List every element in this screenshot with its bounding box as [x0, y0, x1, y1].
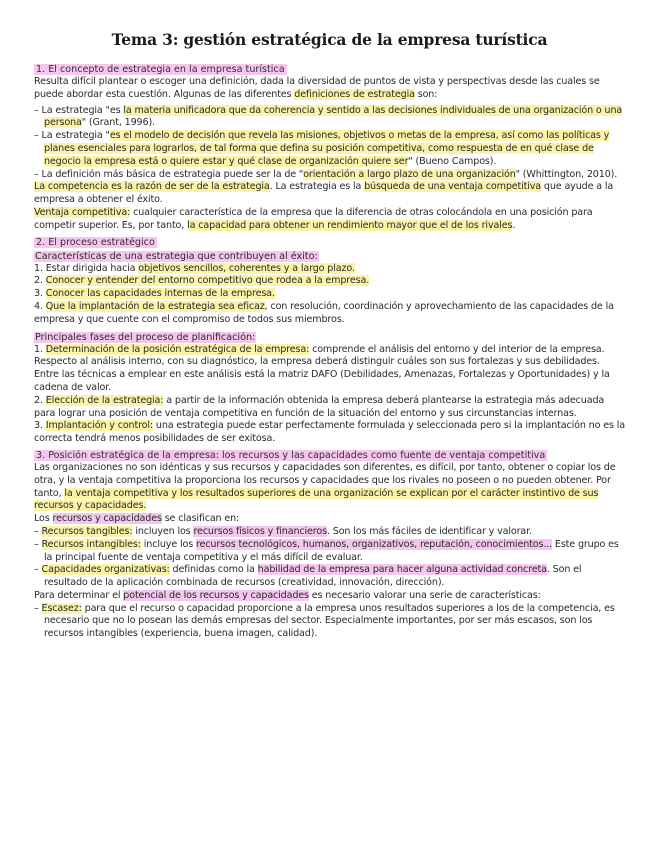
- item-text-end: . Son los más fáciles de identificar y valorar.: [326, 525, 532, 537]
- characteristic-2: [34, 275, 625, 288]
- item-dash: –: [34, 564, 42, 576]
- section-1-heading: [34, 63, 625, 76]
- def-text: – La estrategia ": [34, 130, 110, 142]
- item-text-end: Este grupo es la principal fuente de ventaja competitiva y el más difícil de evaluar.: [44, 538, 619, 563]
- item-text: 3.: [34, 420, 46, 432]
- item-text-end: comprende el análisis del entorno y del interior de la empresa. Respecto al análisis interno, con su diagnóstico, la empresa deberá distinguir cuáles son sus fortalezas y sus debilidades. Entre las técnicas a emplear en este análisis está la matriz DAFO (Debilidades, Amenazas, Fortalezas y Oportunidades) y la cadena de valor.: [34, 343, 610, 393]
- characteristics-title: [34, 250, 625, 263]
- item-highlight: Determinación de la posición estratégica de la empresa:: [45, 343, 310, 355]
- item-highlight: Implantación y control:: [45, 420, 153, 432]
- p-highlight: recursos y capacidades: [52, 513, 162, 525]
- comp-highlight-2: búsqueda de una ventaja competitiva: [364, 181, 542, 193]
- item-highlight: recursos físicos y financieros: [193, 525, 327, 537]
- comp-text-end: que ayude a la empresa a obtener el éxito.: [34, 181, 614, 206]
- item-text-end: una estrategia puede estar perfectamente formulada y seleccionada pero si la implantación no es la correcta tendrá menos posibilidades de ser exitosa.: [34, 420, 625, 445]
- comp-text: . La estrategia es la: [269, 181, 365, 193]
- classification-intro: [34, 513, 625, 526]
- def-text: – La definición más básica de estrategia puede ser la de ": [34, 168, 304, 180]
- vent-text: cualquier característica de la empresa que la diferencia de otras colocándola en una posición para competir superior. Es, por tanto,: [34, 206, 593, 231]
- section-1-heading-text: 1. El concepto de estrategia en la empresa turística: [36, 64, 285, 75]
- competitive-advantage-paragraph: [34, 207, 625, 233]
- item-highlight: recursos tecnológicos, humanos, organizativos, reputación, conocimientos...: [195, 538, 553, 550]
- p-highlight: la ventaja competitiva y los resultados superiores de una organización se explican por el carácter instintivo de sus recursos y capacidades.: [34, 487, 599, 512]
- item-dash: –: [34, 602, 42, 614]
- def-highlight: la materia unificadora que da coherencia y sentido a las decisiones individuales de una organización o una persona: [44, 104, 623, 129]
- item-text: definidas como la: [169, 564, 258, 576]
- organizational-capabilities: [34, 564, 625, 590]
- item-highlight: Conocer las capacidades internas de la empresa.: [45, 288, 275, 300]
- phase-1: [34, 344, 625, 395]
- intangible-resources: [34, 539, 625, 565]
- def-text: – La estrategia "es: [34, 104, 124, 116]
- p-text-end: es necesario valorar una serie de características:: [308, 589, 541, 601]
- item-text: incluye los: [140, 538, 196, 550]
- p-text: Los: [34, 513, 53, 525]
- item-highlight: objetivos sencillos, coherentes y a largo plazo.: [138, 262, 355, 274]
- section-2-heading: [34, 236, 625, 249]
- def-source: " (Whittington, 2010).: [515, 168, 618, 180]
- item-text-end: a partir de la información obtenida la empresa deberá plantearse la estrategia más adecuada para lograr una posición de ventaja competitiva en función de la situación del entorno y sus circunstancias internas.: [34, 394, 605, 419]
- item-dash: –: [34, 525, 42, 537]
- item-text: 1.: [34, 343, 46, 355]
- intro-text-end: son:: [414, 88, 438, 100]
- item-text: 1. Estar dirigida hacia: [34, 262, 139, 274]
- item-highlight: Elección de la estrategia:: [45, 394, 164, 406]
- vent-highlight: la capacidad para obtener un rendimiento mayor que el de los rivales: [187, 219, 513, 231]
- p-text: Para determinar el: [34, 589, 124, 601]
- phases-title-text: Principales fases del proceso de planificación:: [35, 331, 256, 343]
- section-3-heading-text: 3. Posición estratégica de la empresa: los recursos y las capacidades como fuente de ventaja competitiva: [36, 449, 546, 461]
- potential-paragraph: [34, 590, 625, 603]
- phase-3: [34, 420, 625, 446]
- p-text: Las organizaciones no son idénticas y sus recursos y capacidades son diferentes, es difícil, por tanto, obtener o copiar los de otra, y la ventaja competitiva la proporciona los recursos y capacidades que los rivales no poseen o no pueden obtener. Por tanto,: [34, 461, 616, 499]
- competition-paragraph: [34, 181, 625, 207]
- item-text: 3.: [34, 288, 46, 300]
- tangible-resources: [34, 526, 625, 539]
- item-text: 2.: [34, 275, 46, 287]
- item-term: Recursos tangibles:: [41, 525, 133, 537]
- item-term: Capacidades organizativas:: [41, 564, 170, 576]
- section-3-heading: [34, 449, 625, 462]
- vent-term: Ventaja competitiva:: [34, 206, 131, 218]
- item-text: incluyen los: [132, 525, 194, 537]
- item-text: para que el recurso o capacidad proporcione a la empresa unos resultados superiores a los de la competencia, es necesario que no lo posean las demás empresas del sector. Especialmente importantes, por ser más escasos, son los recursos intangibles (experiencia, buena imagen, calidad).: [44, 602, 615, 640]
- item-dash: –: [34, 538, 42, 550]
- scarcity-item: [34, 603, 625, 641]
- resources-paragraph: [34, 462, 625, 513]
- section-1-intro: [34, 76, 625, 102]
- item-term: Recursos intangibles:: [41, 538, 141, 550]
- item-highlight: Que la implantación de la estrategia sea eficaz: [45, 300, 265, 312]
- p-highlight: potencial de los recursos y capacidades: [123, 589, 309, 601]
- phase-2: [34, 395, 625, 421]
- item-highlight: habilidad de la empresa para hacer alguna actividad concreta: [257, 564, 547, 576]
- page-title: Tema 3: gestión estratégica de la empresa turística: [111, 30, 548, 49]
- item-text: 4.: [34, 300, 46, 312]
- def-highlight: orientación a largo plazo de una organización: [303, 168, 516, 180]
- characteristic-3: [34, 288, 625, 301]
- item-highlight: Conocer y entender del entorno competitivo que rodea a la empresa.: [45, 275, 370, 287]
- item-term: Escasez:: [41, 602, 82, 614]
- def-source: " (Bueno Campos).: [408, 155, 497, 167]
- item-text-end: , con resolución, coordinación y aprovechamiento de las capacidades de la empresa y que cuente con el compromiso de todos sus miembros.: [34, 300, 614, 325]
- characteristic-4: [34, 301, 625, 327]
- p-text-end: se clasifican en:: [161, 513, 240, 525]
- def-source: " (Grant, 1996).: [81, 117, 155, 129]
- definition-grant: [34, 105, 625, 131]
- characteristic-1: [34, 263, 625, 276]
- definition-whittington: [34, 169, 625, 182]
- def-highlight: es el modelo de decisión que revela las misiones, objetivos o metas de la empresa, así como las políticas y planes esenciales para lograrlos, de tal forma que defina su posición competitiva, como respuesta de en qué clase de negocio la empresa está o quiere estar y qué clase de organización quiere ser: [44, 130, 610, 167]
- definition-bueno: [34, 130, 625, 168]
- intro-highlight: definiciones de estrategia: [294, 88, 415, 100]
- item-text-end: . Son el resultado de la aplicación combinada de recursos (creatividad, innovación, dirección).: [44, 564, 582, 589]
- item-text: 2.: [34, 394, 46, 406]
- vent-end: .: [512, 219, 516, 231]
- intro-text: Resulta difícil plantear o escoger una definición, dada la diversidad de puntos de vista y perspectivas desde las cuales se puede abordar esta cuestión. Algunas de las diferentes: [34, 76, 600, 100]
- section-2-heading-text: 2. El proceso estratégico: [36, 236, 155, 248]
- characteristics-title-text: Características de una estrategia que contribuyen al éxito:: [35, 250, 318, 262]
- phases-title: [34, 331, 625, 344]
- comp-highlight: La competencia es la razón de ser de la estrategia: [34, 181, 270, 193]
